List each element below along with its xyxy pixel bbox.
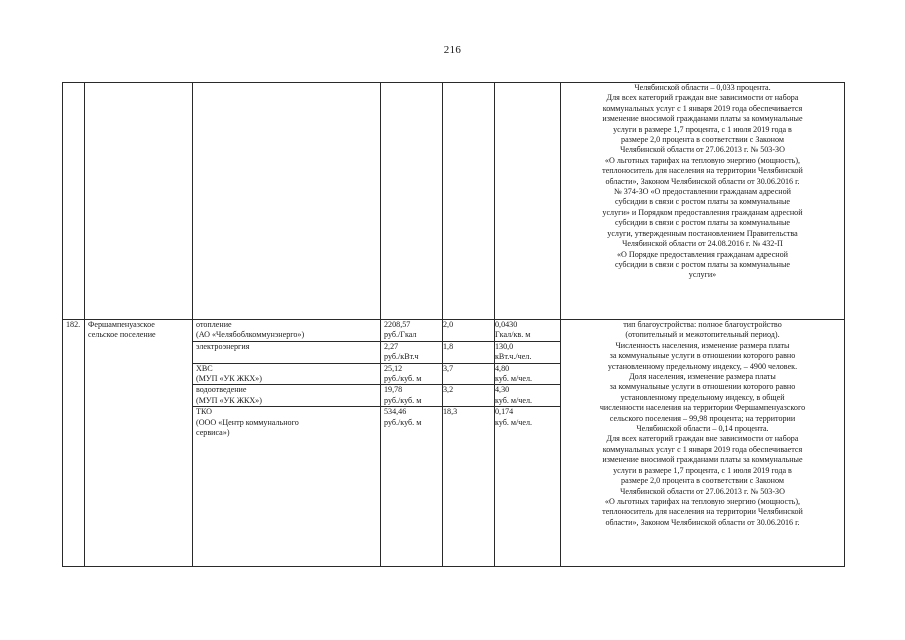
text-line: субсидии в связи с ростом платы за коммунальные	[614, 259, 791, 269]
service-name: ТКО	[196, 407, 212, 417]
cell-empty	[443, 83, 495, 320]
text-line: услуги» и Порядком предоставления гражданам адресной	[602, 207, 803, 217]
text-line: размере 2,0 процента в соответствии с Законом	[621, 476, 784, 486]
row-number: 182.	[63, 320, 85, 567]
text-line: субсидии в связи с ростом платы за коммунальные	[614, 218, 791, 228]
text-line: размере 2,0 процента в соответствии с Законом	[621, 135, 784, 145]
norm-heating	[495, 320, 560, 342]
text-line: Челябинской области от 27.06.2013 г. № 503-ЗО	[620, 486, 785, 496]
norm-cold-water	[495, 364, 560, 386]
norm-value: 130,0	[495, 341, 514, 351]
norm-unit: куб. м/чел.	[495, 395, 533, 405]
text-line: теплоноситель для населения на территории Челябинской	[602, 507, 803, 517]
norm-unit: куб. м/чел.	[495, 417, 533, 427]
text-line: «О Порядке предоставления гражданам адресной	[616, 249, 789, 259]
text-line: «О льготных тарифах на тепловую энергию (мощность),	[604, 155, 801, 165]
text-line: Челябинской области – 0,14 процента.	[636, 424, 769, 434]
tariff-electricity	[381, 342, 442, 364]
text-line: услуги в размере 1,7 процента, с 1 июля 2019 года в	[613, 465, 792, 475]
text-line: субсидии в связи с ростом платы за коммунальные	[614, 197, 791, 207]
description-cell	[561, 320, 845, 567]
cell-empty	[63, 83, 85, 320]
norm-waste	[495, 407, 560, 428]
growth-value: 3,2	[443, 385, 454, 395]
cell-empty	[193, 83, 381, 320]
norm-electricity	[495, 342, 560, 364]
tariff-heating	[381, 320, 442, 342]
norm-value: 4,30	[495, 385, 510, 395]
settlement-name: сельское поселение	[88, 330, 156, 340]
text-line: численности населения на территории Фершампенуазского	[599, 403, 806, 413]
growth-cold-water	[443, 364, 494, 386]
service-provider: (АО «Челябоблкоммунэнерго»)	[196, 330, 305, 340]
tariff-unit: руб./кВт.ч	[384, 352, 419, 362]
text-line: Челябинской области – 0,033 процента.	[634, 83, 771, 92]
continuation-text-cell	[561, 83, 845, 320]
text-line: теплоноситель для населения на территории Челябинской	[602, 166, 803, 176]
text-line: изменение вносимой гражданами платы за коммунальные	[602, 114, 803, 124]
tariff-unit: руб./куб. м	[384, 417, 422, 427]
page-number: 216	[443, 44, 462, 56]
text-line: услуги»	[688, 270, 717, 280]
service-provider: сервиса»)	[196, 428, 230, 437]
text-line: изменение вносимой гражданами платы за коммунальные	[602, 455, 803, 465]
growth-value: 3,7	[443, 363, 454, 373]
growth-value: 2,0	[443, 320, 454, 329]
tariff-unit: руб./куб. м	[384, 395, 422, 405]
norm-unit: куб. м/чел.	[495, 374, 533, 383]
service-name: водоотведение	[196, 385, 247, 395]
tariff-cell	[381, 320, 443, 567]
text-line: Для всех категорий граждан вне зависимости от набора	[606, 434, 799, 444]
text-line: области», Законом Челябинской области от 30.06.2016 г.	[605, 176, 800, 186]
service-provider: (МУП «УК ЖКХ»)	[196, 374, 262, 383]
norm-value: 0,174	[495, 407, 514, 417]
service-waste	[193, 407, 380, 438]
service-heating	[193, 320, 380, 342]
service-provider: (ООО «Центр коммунального	[196, 417, 299, 427]
text-line: № 374-ЗО «О предоставлении гражданам адресной	[613, 187, 792, 197]
settlement-name: Фершампенуазское	[88, 320, 155, 329]
growth-waste	[443, 407, 494, 417]
text-line: Челябинской области от 24.08.2016 г. № 432-П	[622, 239, 783, 249]
text-line: за коммунальные услуги в отношении которого равно	[609, 351, 796, 361]
tariff-waste	[381, 407, 442, 428]
cell-empty	[381, 83, 443, 320]
service-electricity	[193, 342, 380, 364]
table-row-182	[63, 320, 845, 567]
tariff-value: 2208,57	[384, 320, 411, 329]
service-name: ХВС	[196, 363, 213, 373]
norm-unit: Гкал/кв. м	[495, 330, 531, 340]
growth-cell	[443, 320, 495, 567]
cell-empty	[85, 83, 193, 320]
growth-value: 18,3	[443, 407, 458, 417]
growth-sewerage	[443, 385, 494, 407]
text-line: коммунальных услуг с 1 января 2019 года обеспечивается	[602, 444, 803, 454]
tariff-unit: руб./Гкал	[384, 330, 417, 340]
growth-heating	[443, 320, 494, 342]
norm-value: 0,0430	[495, 320, 518, 329]
text-line: за коммунальные услуги в отношении которого равно	[609, 382, 796, 392]
tariff-value: 19,78	[384, 385, 403, 395]
text-line: сельского поселения – 99,98 процента; на территории	[609, 413, 796, 423]
text-line: услуги, утвержденным постановлением Правительства	[607, 228, 798, 238]
text-line: тип благоустройства: полное благоустройство	[623, 320, 782, 329]
service-cold-water	[193, 364, 380, 386]
service-provider: (МУП «УК ЖКХ»)	[196, 395, 262, 405]
text-line: услуги в размере 1,7 процента, с 1 июля 2019 года в	[613, 124, 792, 134]
service-sewerage	[193, 385, 380, 407]
text-line: (отопительный и межотопительный период).	[625, 330, 780, 340]
settlement-name-cell	[85, 320, 193, 567]
text-line: области», Законом Челябинской области от 30.06.2016 г.	[605, 517, 800, 527]
tariff-value: 25,12	[384, 363, 403, 373]
growth-electricity	[443, 342, 494, 364]
norm-value: 4,80	[495, 363, 510, 373]
text-line: установленному предельному индексу, в общей	[620, 392, 785, 402]
continuation-row	[63, 83, 845, 320]
text-line: установленному предельному индексу, – 4900 человек.	[607, 361, 798, 371]
service-name: электроэнергия	[196, 341, 250, 351]
growth-value: 1,8	[443, 341, 454, 351]
norm-unit: кВт.ч./чел.	[495, 352, 532, 362]
tariff-sewerage	[381, 385, 442, 407]
service-name: отопление	[196, 320, 232, 329]
text-line: Численность населения, изменение размера платы	[615, 340, 790, 350]
tariff-unit: руб./куб. м	[384, 374, 422, 383]
tariff-cold-water	[381, 364, 442, 386]
services-cell	[193, 320, 381, 567]
text-line: Доля населения, изменение размера платы	[629, 372, 776, 382]
text-line: Челябинской области от 27.06.2013 г. № 503-ЗО	[620, 145, 785, 155]
tariff-value: 2,27	[384, 341, 399, 351]
tariff-value: 534,46	[384, 407, 407, 417]
tariff-table	[62, 82, 845, 567]
text-line: Для всех категорий граждан вне зависимости от набора	[606, 93, 799, 103]
norm-cell	[495, 320, 561, 567]
norm-sewerage	[495, 385, 560, 407]
text-line: «О льготных тарифах на тепловую энергию (мощность),	[604, 496, 801, 506]
cell-empty	[495, 83, 561, 320]
text-line: коммунальных услуг с 1 января 2019 года обеспечивается	[602, 103, 803, 113]
